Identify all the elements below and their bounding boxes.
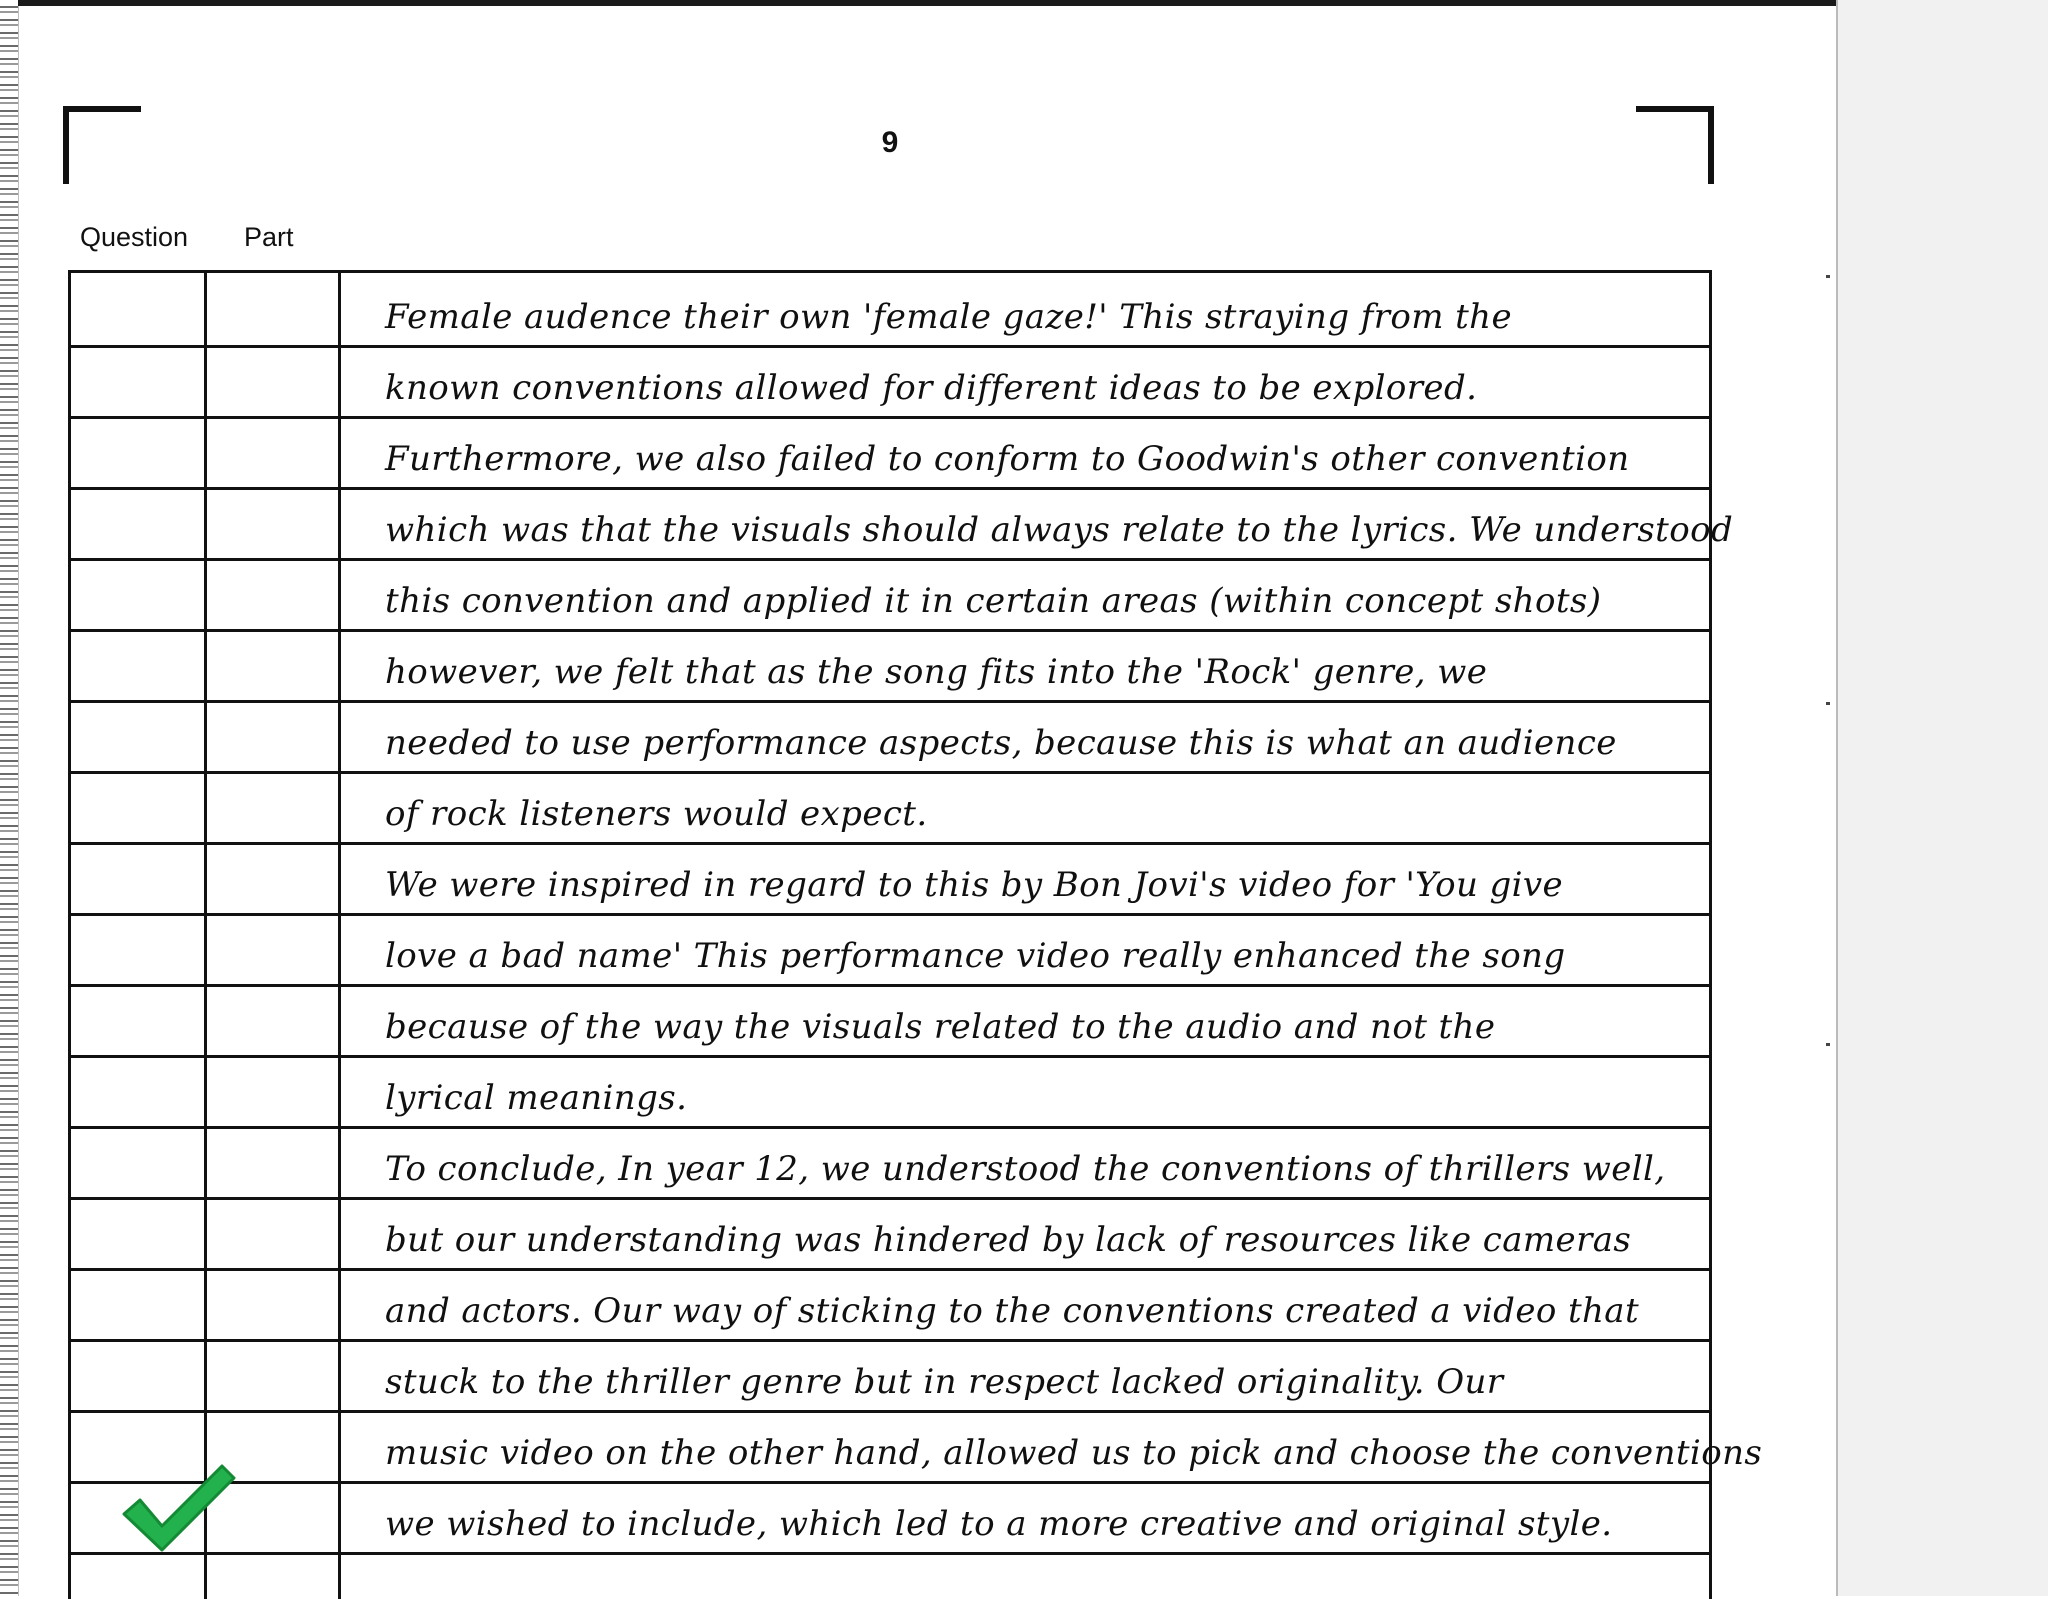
handwritten-line: which was that the visuals should always relate to the lyrics. We understood (385, 510, 1734, 550)
scan-speck (1826, 702, 1830, 705)
scan-top-edge (18, 0, 2048, 6)
ruled-line (71, 1410, 1709, 1413)
ruled-line (71, 487, 1709, 490)
ruled-line (71, 1268, 1709, 1271)
handwritten-line: this convention and applied it in certain areas (within concept shots) (385, 581, 1602, 621)
ruled-line (71, 771, 1709, 774)
handwritten-line: We were inspired in regard to this by Bon Jovi's video for 'You give (385, 865, 1564, 905)
handwritten-line: needed to use performance aspects, because this is what an audience (385, 723, 1617, 763)
ruled-line (71, 1055, 1709, 1058)
ruled-line (71, 345, 1709, 348)
ruled-line (71, 558, 1709, 561)
question-column-label: Question (80, 222, 189, 252)
scan-speck (1826, 275, 1830, 278)
question-column-divider (204, 273, 207, 1599)
part-column-label: Part (244, 222, 294, 252)
scan-edge-strip (0, 0, 19, 1596)
ruled-line (71, 629, 1709, 632)
ruled-line (71, 842, 1709, 845)
handwritten-line: Furthermore, we also failed to conform to Goodwin's other convention (385, 439, 1630, 479)
handwritten-line: we wished to include, which led to a more creative and original style. (385, 1504, 1613, 1544)
registration-mark-top-left (63, 106, 141, 184)
handwritten-line: but our understanding was hindered by lack of resources like cameras (385, 1220, 1632, 1260)
ruled-line (71, 416, 1709, 419)
handwritten-line: love a bad name' This performance video really enhanced the song (385, 936, 1566, 976)
handwritten-line: known conventions allowed for different ideas to be explored. (385, 368, 1478, 408)
ruled-line (71, 1339, 1709, 1342)
handwritten-line: and actors. Our way of sticking to the conventions created a video that (385, 1291, 1640, 1331)
page-right-margin (1836, 0, 2048, 1596)
ruled-line (71, 1126, 1709, 1129)
handwritten-line: music video on the other hand, allowed us to pick and choose the conventions (385, 1433, 1763, 1473)
registration-mark-top-right (1636, 106, 1714, 184)
check-mark-icon (118, 1456, 238, 1556)
handwritten-line: Female audence their own 'female gaze!' This straying from the (385, 297, 1512, 337)
ruled-line (71, 1481, 1709, 1484)
ruled-line (71, 984, 1709, 987)
ruled-line (71, 1552, 1709, 1555)
scan-speck (1826, 1043, 1830, 1046)
handwritten-line: stuck to the thriller genre but in respect lacked originality. Our (385, 1362, 1504, 1402)
page-number: 9 (881, 126, 899, 159)
handwritten-line: To conclude, In year 12, we understood the conventions of thrillers well, (385, 1149, 1666, 1189)
handwritten-line: of rock listeners would expect. (385, 794, 928, 834)
part-column-divider (338, 273, 341, 1599)
ruled-line (71, 913, 1709, 916)
handwritten-line: because of the way the visuals related to the audio and not the (385, 1007, 1496, 1047)
ruled-line (71, 1197, 1709, 1200)
ruled-line (71, 700, 1709, 703)
handwritten-line: lyrical meanings. (385, 1078, 688, 1118)
handwritten-line: however, we felt that as the song fits into the 'Rock' genre, we (385, 652, 1488, 692)
